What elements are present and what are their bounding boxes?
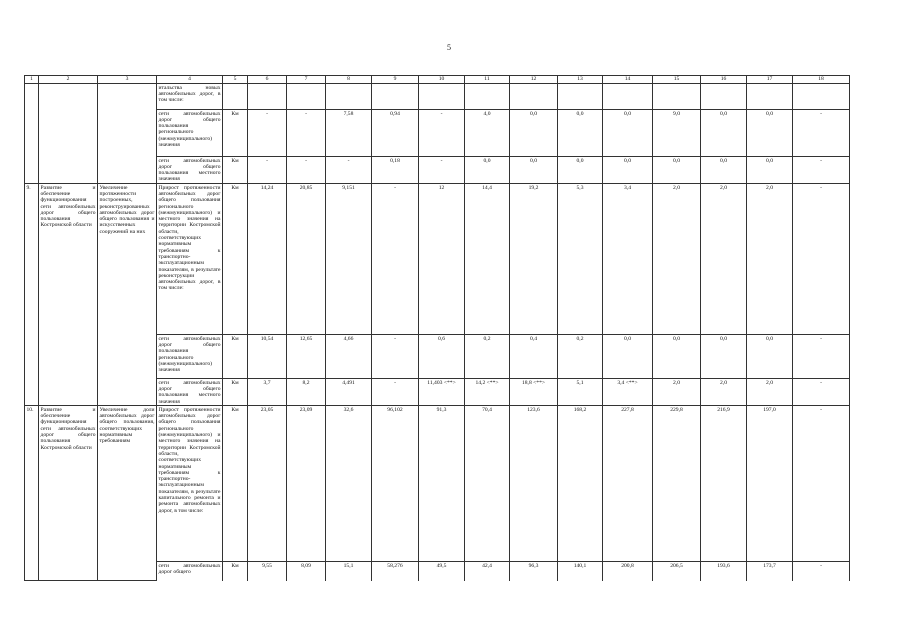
value-cell: 0,0 xyxy=(603,335,653,379)
value-cell: 0,0 xyxy=(701,335,747,379)
value-cell: - xyxy=(793,110,850,157)
header-cell: 10 xyxy=(419,76,465,84)
value-cell: - xyxy=(287,110,326,157)
value-cell xyxy=(326,84,372,110)
goal-cell: Увеличение доли автомобильных дорог общего пользования, соответствующих нормативным требованиям xyxy=(98,406,157,581)
data-table xyxy=(24,75,850,581)
value-cell: 0,0 xyxy=(701,110,747,157)
indicator-cell: сети автомобильных дорог общего xyxy=(157,562,223,581)
value-cell: 9,151 xyxy=(326,184,372,335)
value-cell: 173,7 xyxy=(747,562,793,581)
goal-cell: Увеличение протяженности построенных, реконструированных автомобильных дорог общего пользования и искусственных сооружений на них xyxy=(98,184,157,406)
value-cell: 7,58 xyxy=(326,110,372,157)
value-cell: 0,2 xyxy=(465,335,510,379)
task-cell: Развитие и обеспечение функционирования сети автомобильных дорог общего пользования Костромской области xyxy=(39,184,98,406)
value-cell: 58,276 xyxy=(372,562,419,581)
value-cell: 19,2 xyxy=(510,184,558,335)
value-cell: 0,0 xyxy=(747,157,793,184)
header-cell: 2 xyxy=(39,76,98,84)
value-cell: Км xyxy=(223,110,248,157)
value-cell: 23,09 xyxy=(287,406,326,562)
value-cell: 0,18 xyxy=(372,157,419,184)
value-cell: Км xyxy=(223,379,248,406)
value-cell xyxy=(510,84,558,110)
header-cell: 13 xyxy=(558,76,603,84)
value-cell: 0,0 xyxy=(701,157,747,184)
value-cell: 216,9 xyxy=(701,406,747,562)
value-cell: 2,0 xyxy=(701,184,747,335)
header-cell: 4 xyxy=(157,76,223,84)
value-cell: 200,8 xyxy=(603,562,653,581)
value-cell: 0,2 xyxy=(558,335,603,379)
value-cell: - xyxy=(793,184,850,335)
value-cell xyxy=(372,84,419,110)
value-cell: Км xyxy=(223,335,248,379)
value-cell: Км xyxy=(223,406,248,562)
value-cell: Км xyxy=(223,184,248,335)
value-cell: 0,4 xyxy=(510,335,558,379)
value-cell: - xyxy=(248,110,287,157)
indicator-cell: сети автомобильных дорог общего пользования регионального (межмуниципального) значения xyxy=(157,110,223,157)
value-cell: 140,1 xyxy=(558,562,603,581)
header-cell: 8 xyxy=(326,76,372,84)
value-cell xyxy=(558,84,603,110)
value-cell: 123,6 xyxy=(510,406,558,562)
value-cell: - xyxy=(372,184,419,335)
header-row xyxy=(25,76,850,84)
value-cell: 0,0 xyxy=(510,110,558,157)
value-cell xyxy=(701,84,747,110)
value-cell: 206,5 xyxy=(653,562,701,581)
value-cell: 193,6 xyxy=(701,562,747,581)
value-cell: 227,8 xyxy=(603,406,653,562)
value-cell: 0,0 xyxy=(558,110,603,157)
value-cell: 70,4 xyxy=(465,406,510,562)
value-cell: 0,0 xyxy=(510,157,558,184)
value-cell xyxy=(465,84,510,110)
value-cell: 18,8 <**> xyxy=(510,379,558,406)
value-cell xyxy=(223,84,248,110)
indicator-cell: сети автомобильных дорог общего пользования регионального (межмуниципального) значения xyxy=(157,335,223,379)
indicator-cell: итальства новых автомобильных дорог, в том числе: xyxy=(157,84,223,110)
value-cell xyxy=(248,84,287,110)
header-cell: 3 xyxy=(98,76,157,84)
value-cell: 11,403 <**> xyxy=(419,379,465,406)
value-cell: 3,4 xyxy=(603,184,653,335)
value-cell xyxy=(793,84,850,110)
value-cell: 0,0 xyxy=(558,157,603,184)
value-cell xyxy=(603,84,653,110)
value-cell: 4,66 xyxy=(326,335,372,379)
value-cell: 12 xyxy=(419,184,465,335)
value-cell: 0,0 xyxy=(747,335,793,379)
header-cell: 14 xyxy=(603,76,653,84)
header-cell: 5 xyxy=(223,76,248,84)
value-cell xyxy=(747,84,793,110)
header-cell: 9 xyxy=(372,76,419,84)
value-cell: 5,3 xyxy=(558,184,603,335)
value-cell: 91,3 xyxy=(419,406,465,562)
value-cell: 0,0 xyxy=(465,157,510,184)
header-cell: 11 xyxy=(465,76,510,84)
value-cell: 10,54 xyxy=(248,335,287,379)
header-cell: 15 xyxy=(653,76,701,84)
header-cell: 17 xyxy=(747,76,793,84)
task-cell xyxy=(39,84,98,184)
value-cell: 3,4 <**> xyxy=(603,379,653,406)
value-cell: 9,0 xyxy=(653,110,701,157)
table-row xyxy=(25,184,850,335)
row-number: 10. xyxy=(25,406,39,581)
value-cell: Км xyxy=(223,562,248,581)
row-number: 9. xyxy=(25,184,39,406)
value-cell: - xyxy=(287,157,326,184)
task-cell: Развитие и обеспечение функционирования сети автомобильных дорог общего пользования Костромской области xyxy=(39,406,98,581)
value-cell: - xyxy=(372,335,419,379)
value-cell: 2,0 xyxy=(701,379,747,406)
header-cell: 1 xyxy=(25,76,39,84)
header-cell: 18 xyxy=(793,76,850,84)
value-cell: 2,0 xyxy=(747,184,793,335)
row-number xyxy=(25,84,39,184)
value-cell: 96,3 xyxy=(510,562,558,581)
value-cell: 0,0 xyxy=(603,157,653,184)
header-cell: 12 xyxy=(510,76,558,84)
value-cell: - xyxy=(419,110,465,157)
value-cell: - xyxy=(793,335,850,379)
table-row xyxy=(25,84,850,110)
value-cell: 2,0 xyxy=(747,379,793,406)
value-cell: 0,0 xyxy=(653,157,701,184)
value-cell: 14,2 <**> xyxy=(465,379,510,406)
value-cell: 14,4 xyxy=(465,184,510,335)
value-cell: - xyxy=(793,157,850,184)
indicator-cell: Прирост протяженности автомобильных дорог общего пользования регионального (межмуниципального) и местного значения на территории Костромской области, соответствующих нормативным требованиям к транспортно-эксплуатационным показателям, в результате капитального ремонта и ремонта автомобильных дорог, в том числе: xyxy=(157,406,223,562)
value-cell: 197,0 xyxy=(747,406,793,562)
value-cell: - xyxy=(793,379,850,406)
value-cell: 168,2 xyxy=(558,406,603,562)
value-cell: - xyxy=(793,562,850,581)
value-cell: 5,1 xyxy=(558,379,603,406)
value-cell: 49,5 xyxy=(419,562,465,581)
value-cell: - xyxy=(372,379,419,406)
value-cell: 2,0 xyxy=(653,379,701,406)
value-cell: 4,491 xyxy=(326,379,372,406)
indicator-cell: сети автомобильных дорог общего пользования местного значения xyxy=(158,379,221,405)
value-cell: - xyxy=(326,157,372,184)
value-cell: 32,6 xyxy=(326,406,372,562)
value-cell: 0,0 xyxy=(653,335,701,379)
value-cell: - xyxy=(248,157,287,184)
value-cell xyxy=(287,84,326,110)
table-row xyxy=(25,406,850,562)
value-cell: 20,85 xyxy=(287,184,326,335)
value-cell: 8,2 xyxy=(287,379,326,406)
value-cell: 0,94 xyxy=(372,110,419,157)
value-cell: 42,4 xyxy=(465,562,510,581)
value-cell xyxy=(653,84,701,110)
page-number: 5 xyxy=(447,43,451,52)
value-cell: 15,1 xyxy=(326,562,372,581)
value-cell: 0,0 xyxy=(747,110,793,157)
value-cell: 14,24 xyxy=(248,184,287,335)
value-cell: Км xyxy=(223,157,248,184)
goal-cell xyxy=(98,84,157,184)
value-cell: 2,0 xyxy=(653,184,701,335)
value-cell: 3,7 xyxy=(248,379,287,406)
header-cell: 16 xyxy=(701,76,747,84)
value-cell: - xyxy=(793,406,850,562)
header-cell: 6 xyxy=(248,76,287,84)
value-cell: 0,6 xyxy=(419,335,465,379)
value-cell: 0,0 xyxy=(603,110,653,157)
header-cell: 7 xyxy=(287,76,326,84)
indicator-cell: сети автомобильных дорог общего пользования местного значения xyxy=(158,157,221,183)
value-cell: 23,05 xyxy=(248,406,287,562)
value-cell: 229,8 xyxy=(653,406,701,562)
value-cell xyxy=(419,84,465,110)
value-cell: 8,09 xyxy=(287,562,326,581)
indicator-cell: Прирост протяженности автомобильных дорог общего пользования регионального (межмуниципального) и местного значения на территории Костромской области, соответствующих нормативным требованиям к транспортно-эксплуатационным показателям, в результате реконструкции автомобильных дорог, в том числе: xyxy=(157,184,223,335)
value-cell: 12,65 xyxy=(287,335,326,379)
value-cell: 9,55 xyxy=(248,562,287,581)
value-cell: - xyxy=(419,157,465,184)
value-cell: 4,0 xyxy=(465,110,510,157)
value-cell: 96,102 xyxy=(372,406,419,562)
